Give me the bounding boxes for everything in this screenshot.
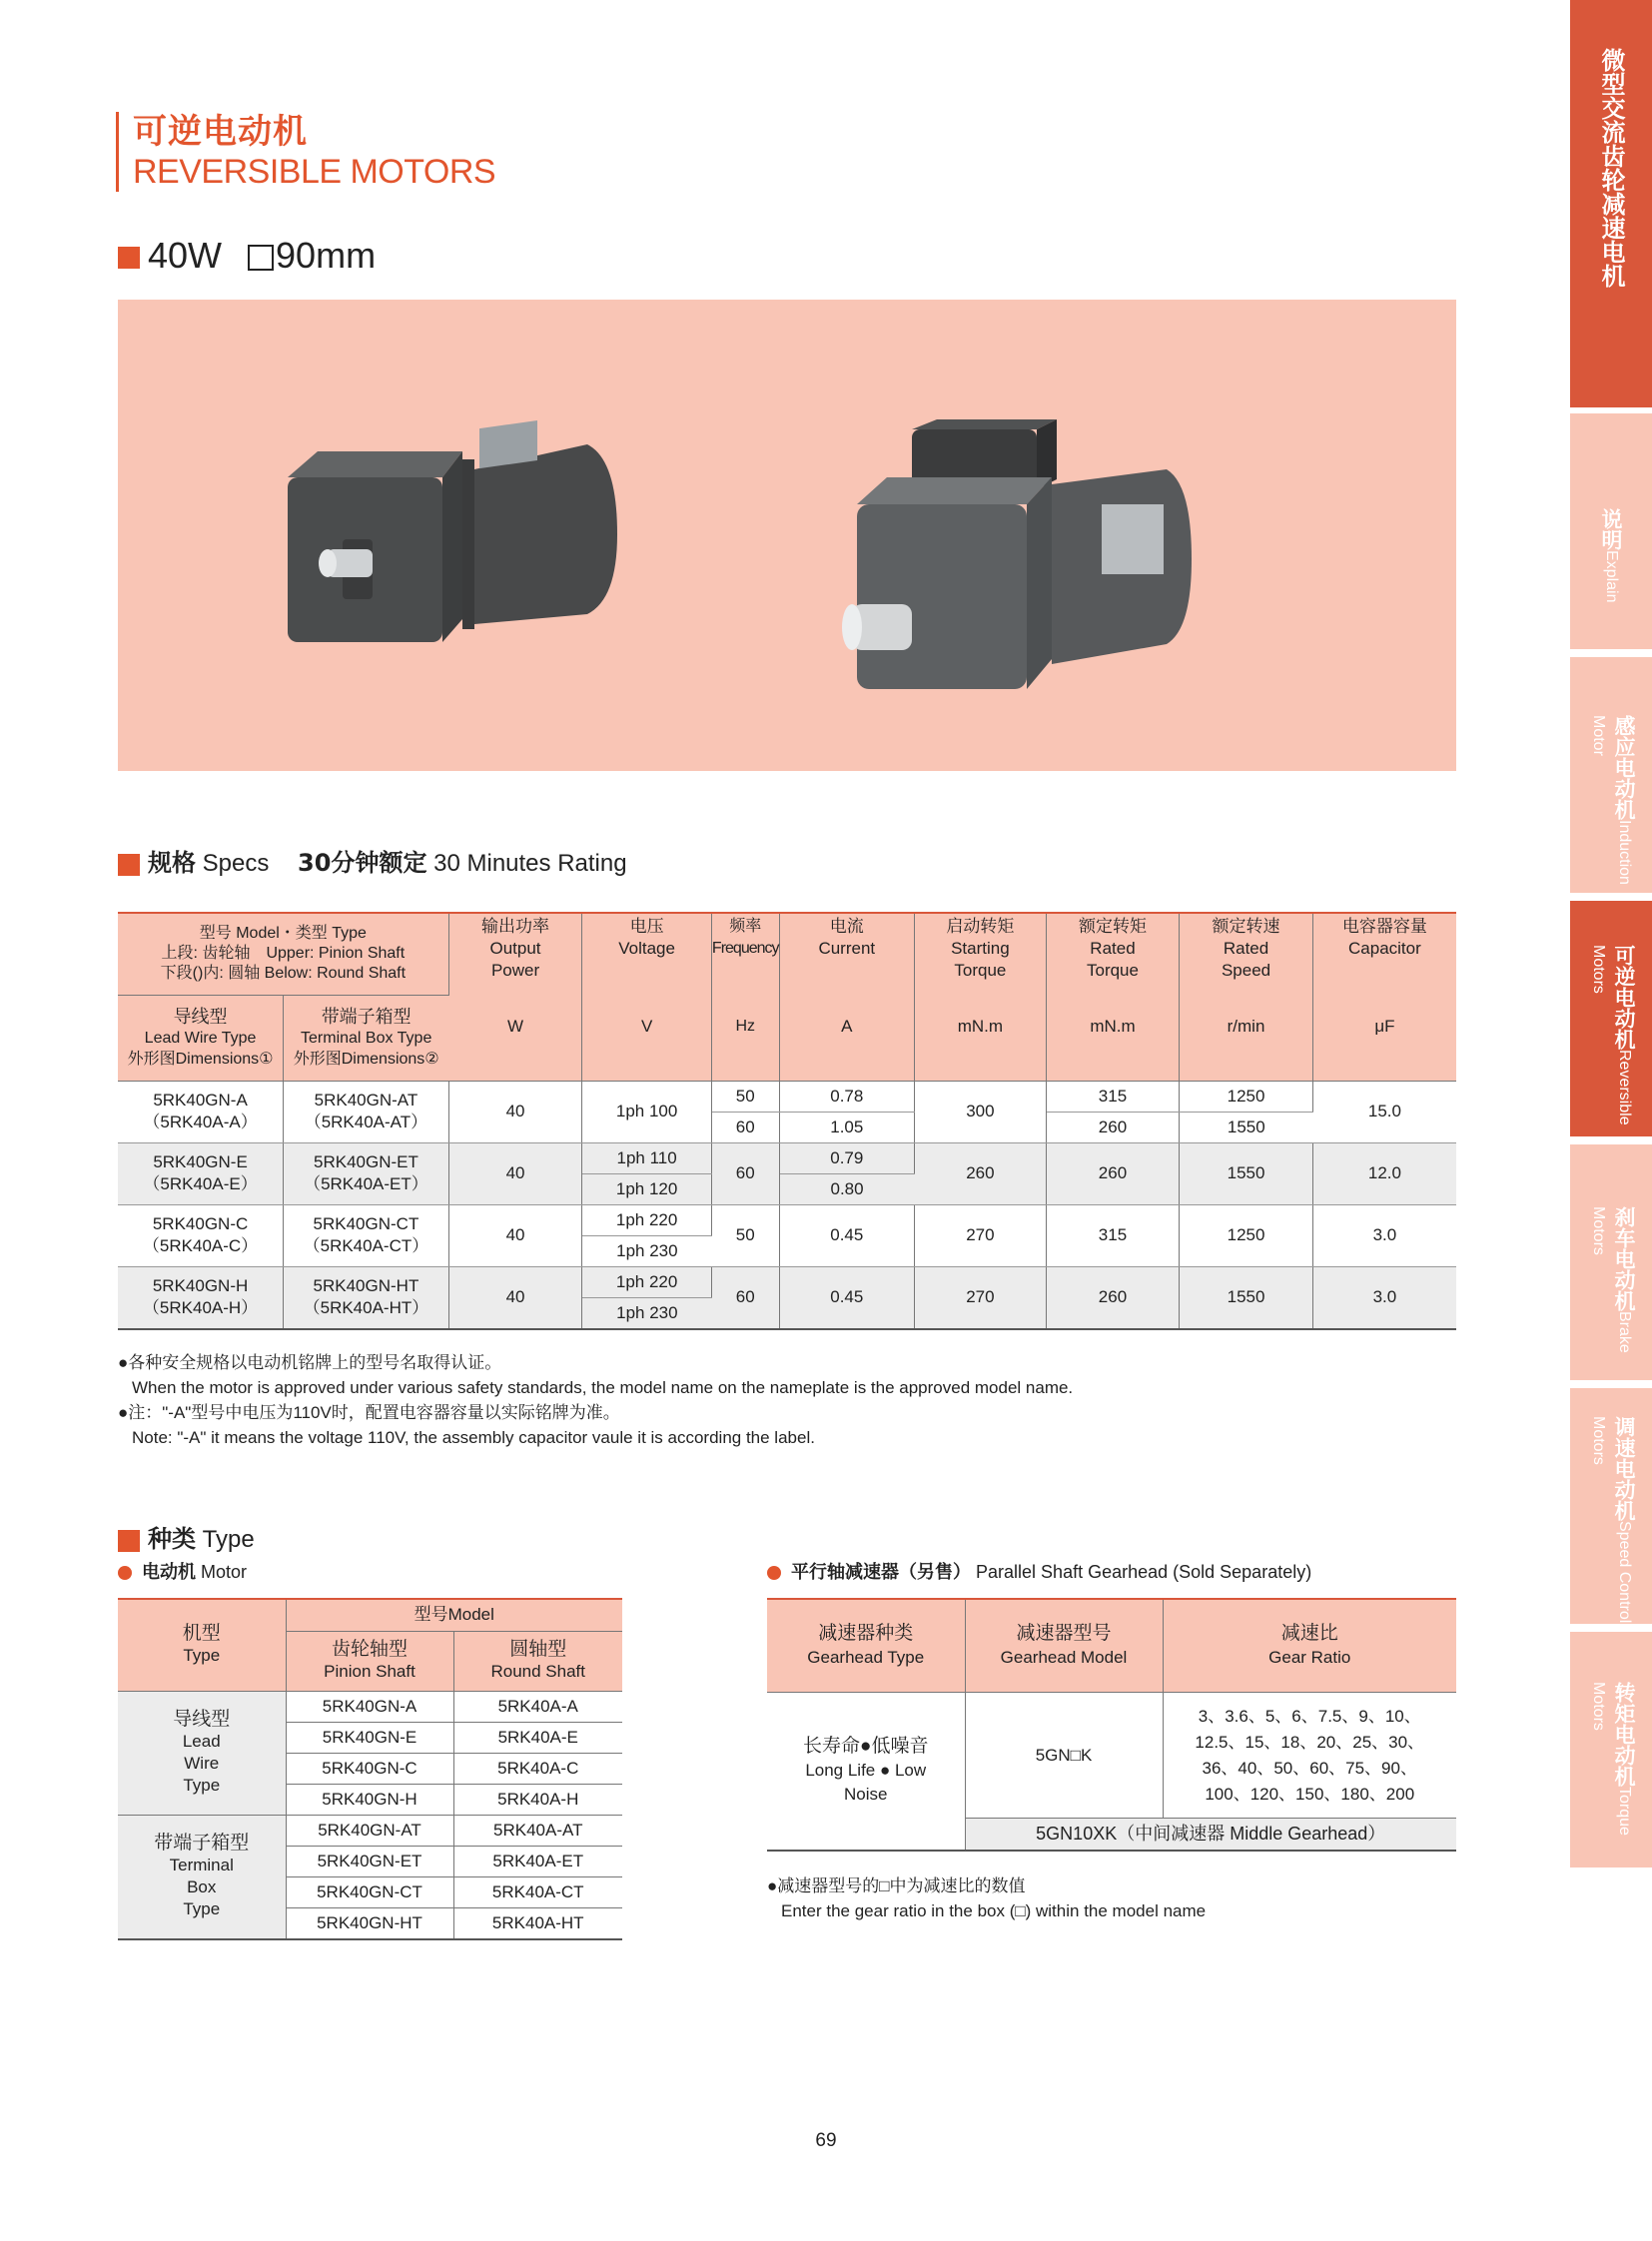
rating-heading-zh: 30分钟额定 xyxy=(298,849,427,877)
spec-table xyxy=(118,912,1456,1330)
circle-bullet-icon xyxy=(118,1566,132,1580)
col-voltage-header: 电压 Voltage V xyxy=(582,913,712,1081)
motor-illustrations xyxy=(118,300,1456,771)
model-header: 型号 Model・类型 Type 上段: 齿轮轴 Upper: Pinion Shaft 下段()内: 圆轴 Below: Round Shaft xyxy=(118,913,448,995)
specs-heading-zh: 规格 xyxy=(148,849,196,877)
gearhead-note: ●减速器型号的□中为减速比的数值 Enter the gear ratio in the box (□) within the model name xyxy=(767,1876,1207,1920)
lead-wire-header: 导线型 Lead Wire Type 外形图Dimensions① xyxy=(118,995,284,1081)
table-row: 带端子箱型 Terminal Box Type 5RK40GN-AT 5RK40A-AT xyxy=(118,1815,622,1846)
product-photo-panel xyxy=(118,300,1456,771)
side-tab-reversible-motors[interactable]: 可逆电动机Reversible Motors xyxy=(1570,901,1652,1136)
motor-type-table: 机型 Type 型号Model 齿轮轴型 Pinion Shaft 圆轴型 Round Shaft 导线型 Lead Wire Type 5RK40GN-A 5RK40A-A 5RK40GN-E 5RK40A-E 5RK40GN-C 5RK40A-C 5RK40GN-H 5RK40A-H 带端子箱型 Terminal Box Type 5RK40GN-AT 5RK40A-AT 5RK40GN-ET 5RK40A-ET 5RK40GN-CT 5RK40A-CT 5RK40GN-HT 5RK40A-HT xyxy=(118,1598,622,1940)
table-row: 5RK40GN-CT 5RK40A-CT xyxy=(118,1876,622,1907)
square-bullet-icon xyxy=(118,247,140,269)
square-bullet-icon xyxy=(118,1530,140,1552)
motor-subheading: 电动机 Motor xyxy=(118,1560,247,1585)
col-power-header: 输出功率 Output Power W xyxy=(448,913,582,1081)
table-row: 60 1.05 260 1550 xyxy=(118,1112,1456,1142)
page-header xyxy=(116,112,495,192)
side-tab-torque-motors[interactable]: 转矩电动机Torque Motors xyxy=(1570,1632,1652,1868)
side-tab-speed-control-motors[interactable]: 调速电动机Speed Control Motors xyxy=(1570,1388,1652,1624)
table-row: 1ph 230 xyxy=(118,1235,1456,1266)
circle-bullet-icon xyxy=(767,1566,781,1580)
table-row: 5RK40GN-C （5RK40A-C） 5RK40GN-CT （5RK40A-CT） 40 1ph 220 50 0.45 270 315 1250 3.0 xyxy=(118,1204,1456,1235)
side-tab-induction-motor[interactable]: 感应电动机Induction Motor xyxy=(1570,657,1652,893)
col-capacitor-header: 电容器容量 Capacitor μF xyxy=(1312,913,1456,1081)
frame-label: 90mm xyxy=(276,235,377,276)
table-row: 5RK40GN-HT 5RK40A-HT xyxy=(118,1907,622,1939)
power-heading xyxy=(118,234,376,278)
table-row: 5RK40GN-A （5RK40A-A） 5RK40GN-AT （5RK40A-AT） 40 1ph 100 50 0.78 300 315 1250 15.0 xyxy=(118,1081,1456,1112)
table-row: 5GN10XK（中间减速器 Middle Gearhead） xyxy=(767,1819,1456,1851)
gearhead-table: 减速器种类 Gearhead Type 减速器型号 Gearhead Model 减速比 Gear Ratio 长寿命●低噪音 Long Life ● Low Noise 5GN□K 3、3.6、5、6、7.5、9、10、 12.5、15、18、20、25、30、 36、40、50、60、75、90、 100、120、150、180、200 5GN10XK（中间减速器 Middle Gearhead） xyxy=(767,1598,1456,1852)
rating-heading-en: 30 Minutes Rating xyxy=(433,850,627,877)
table-row: 5RK40GN-ET 5RK40A-ET xyxy=(118,1846,622,1876)
side-tab-category[interactable]: 微型交流齿轮减速电机 xyxy=(1570,0,1652,407)
title-en: REVERSIBLE MOTORS xyxy=(133,153,496,191)
table-row: 1ph 120 0.80 xyxy=(118,1173,1456,1204)
side-tab-brake-motors[interactable]: 刹车电动机Brake Motors xyxy=(1570,1144,1652,1380)
specs-heading-en: Specs xyxy=(202,850,270,877)
motor-terminal-box-image xyxy=(842,419,1192,689)
square-frame-icon xyxy=(248,245,274,271)
table-row: 5RK40GN-H 5RK40A-H xyxy=(118,1784,622,1815)
col-rated-speed-header: 额定转速 Rated Speed r/min xyxy=(1180,913,1313,1081)
table-row: 5RK40GN-H （5RK40A-H） 5RK40GN-HT （5RK40A-HT） 40 1ph 220 60 0.45 270 260 1550 3.0 xyxy=(118,1266,1456,1297)
title-zh: 可逆电动机 xyxy=(133,112,308,152)
type-heading: 种类 Type xyxy=(118,1524,255,1555)
notes xyxy=(118,1350,1073,1450)
col-rated-torque-header: 额定转矩 Rated Torque mN.m xyxy=(1046,913,1180,1081)
gearhead-subheading: 平行轴减速器（另售） Parallel Shaft Gearhead (Sold Separately) xyxy=(767,1560,1311,1585)
specs-heading xyxy=(118,848,627,879)
square-bullet-icon xyxy=(118,854,140,876)
table-row: 5RK40GN-C 5RK40A-C xyxy=(118,1753,622,1784)
page-number: 69 xyxy=(815,2130,837,2151)
note-line: When the motor is approved under various safety standards, the model name on the nameplate is the approved model name. xyxy=(132,1378,1074,1397)
note-line: ●注："-A"型号中电压为110V时，配置电容器容量以实际铭牌为准。 xyxy=(118,1403,620,1422)
power-label: 40W xyxy=(148,235,223,276)
motor-pinion-image xyxy=(288,420,617,642)
table-row: 长寿命●低噪音 Long Life ● Low Noise 5GN□K 3、3.6、5、6、7.5、9、10、 12.5、15、18、20、25、30、 36、40、50、60、75、90、 100、120、150、180、200 xyxy=(767,1693,1456,1819)
table-row: 导线型 Lead Wire Type 5RK40GN-A 5RK40A-A xyxy=(118,1691,622,1722)
table-row: 1ph 230 xyxy=(118,1297,1456,1329)
side-tab-explain[interactable]: 说明Explain xyxy=(1570,413,1652,649)
terminal-box-header: 带端子箱型 Terminal Box Type 外形图Dimensions② xyxy=(284,995,449,1081)
col-starting-torque-header: 启动转矩 Starting Torque mN.m xyxy=(915,913,1047,1081)
note-line: ●各种安全规格以电动机铭牌上的型号名取得认证。 xyxy=(118,1353,502,1372)
col-frequency-header: 频率 Frequency Hz xyxy=(711,913,779,1081)
table-row: 5RK40GN-E 5RK40A-E xyxy=(118,1722,622,1753)
table-row: 5RK40GN-E （5RK40A-E） 5RK40GN-ET （5RK40A-ET） 40 1ph 110 60 0.79 260 260 1550 12.0 xyxy=(118,1142,1456,1173)
col-current-header: 电流 Current A xyxy=(779,913,915,1081)
note-line: Note: "-A" it means the voltage 110V, the assembly capacitor vaule it is according the label. xyxy=(132,1428,815,1447)
